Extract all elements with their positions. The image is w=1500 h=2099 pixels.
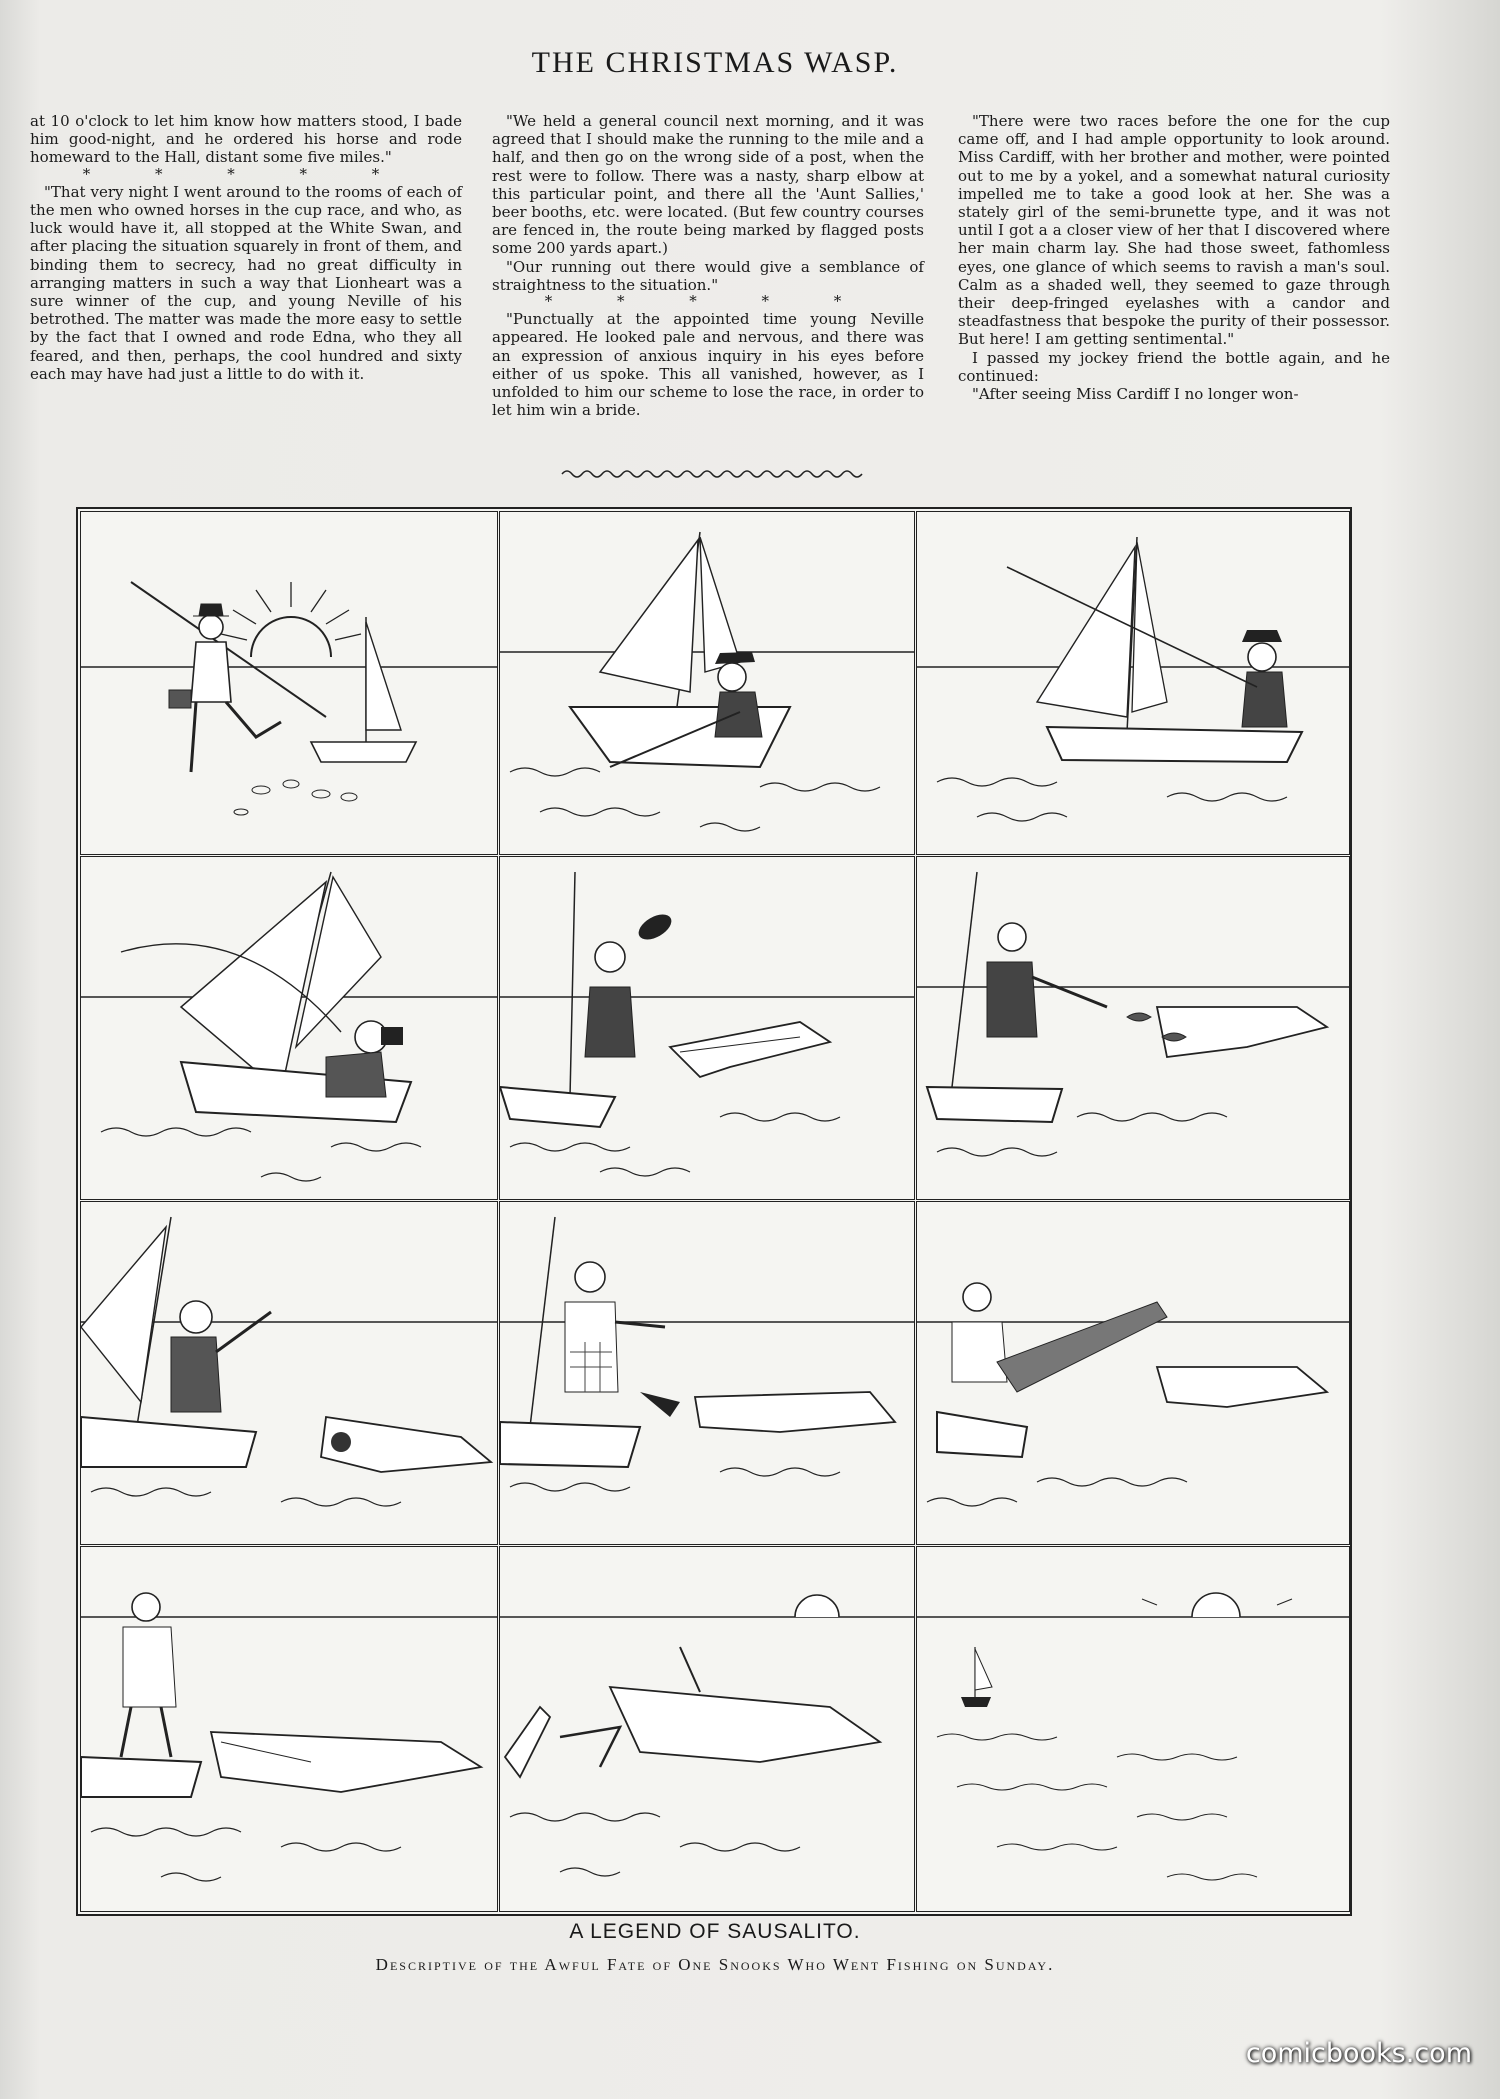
- text-column-3: [958, 112, 1390, 403]
- comic-panel-2: [499, 511, 915, 855]
- text-column-2: [492, 112, 924, 419]
- paragraph: "That very night I went around to the rooms of each of the men who owned horses in the cup race, and who, as luck would have it, all stopped at the White Swan, and after placing the situation squarely in front of them, and binding them to secrecy, had no great difficulty in arranging matters in such a way that Lionheart was a sure winner of the cup, and young Neville of his betrothed. The matter was made the more easy to settle by the fact that I owned and rode Edna, who they all feared, and then, perhaps, the cool hundred and sixty each may have had just a little to do with it.: [30, 182, 462, 383]
- comic-strip: [76, 507, 1352, 1916]
- comic-panel-9: [916, 1201, 1350, 1545]
- comic-panel-12: [916, 1546, 1350, 1912]
- section-break: * * * * *: [82, 164, 410, 183]
- section-break: * * * * *: [544, 292, 872, 311]
- page-header: THE CHRISTMAS WASP.: [531, 46, 899, 79]
- comic-panel-3: [916, 511, 1350, 855]
- comic-panel-5: [499, 856, 915, 1200]
- paragraph: "There were two races before the one for the cup came off, and I had ample opportunity to look around. Miss Cardiff, with her brother and mother, were pointed out to me by a yokel, and a somewhat natural curiosity impelled me to take a good look at her. She was a stately girl of the semi-brunette type, and it was not until I got a a closer view of her that I discovered where her main charm lay. She had those sweet, fathomless eyes, one glance of which seems to ravish a man's soul. Calm as a shaded well, they seemed to gaze through their deep-fringed eyelashes with a candor and steadfastness that bespoke the purity of their possessor. But here! I am getting sentimental.": [958, 112, 1390, 349]
- comic-panel-8: [499, 1201, 915, 1545]
- text-column-1: [30, 112, 462, 383]
- paragraph: I passed my jockey friend the bottle again, and he continued:: [958, 348, 1390, 385]
- paragraph: "Our running out there would give a semblance of straightness to the situation.": [492, 257, 924, 294]
- paragraph: at 10 o'clock to let him know how matters stood, I bade him good-night, and he ordered his horse and rode homeward to the Hall, distant some five miles.": [30, 112, 462, 167]
- comic-panel-4: [80, 856, 498, 1200]
- comic-panel-6: [916, 856, 1350, 1200]
- paragraph: "We held a general council next morning, and it was agreed that I should make the running to the mile and a half, and then go on the wrong side of a post, when the rest were to follow. There was a nasty, sharp elbow at this particular point, and there all the 'Aunt Sallies,' beer booths, etc. were located. (But few country courses are fenced in, the route being marked by flagged posts some 200 yards apart.): [492, 112, 924, 258]
- comic-subtitle: Descriptive of the Awful Fate of One Snooks Who Went Fishing on Sunday.: [375, 1955, 1055, 1974]
- comic-panel-10: [80, 1546, 498, 1912]
- comic-title: A LEGEND OF SAUSALITO.: [569, 1920, 861, 1943]
- comic-panel-1: [80, 511, 498, 855]
- watermark: comicbooks.com: [1245, 2038, 1472, 2069]
- wavy-divider: [560, 467, 870, 481]
- paragraph: "Punctually at the appointed time young Neville appeared. He looked pale and nervous, and there was an expression of anxious inquiry in his eyes before either of us spoke. This all vanished, however, as I unfolded to him our scheme to lose the race, in order to let him win a bride.: [492, 310, 924, 420]
- paragraph: "After seeing Miss Cardiff I no longer won-: [972, 385, 1299, 404]
- comic-panel-11: [499, 1546, 915, 1912]
- comic-panel-7: [80, 1201, 498, 1545]
